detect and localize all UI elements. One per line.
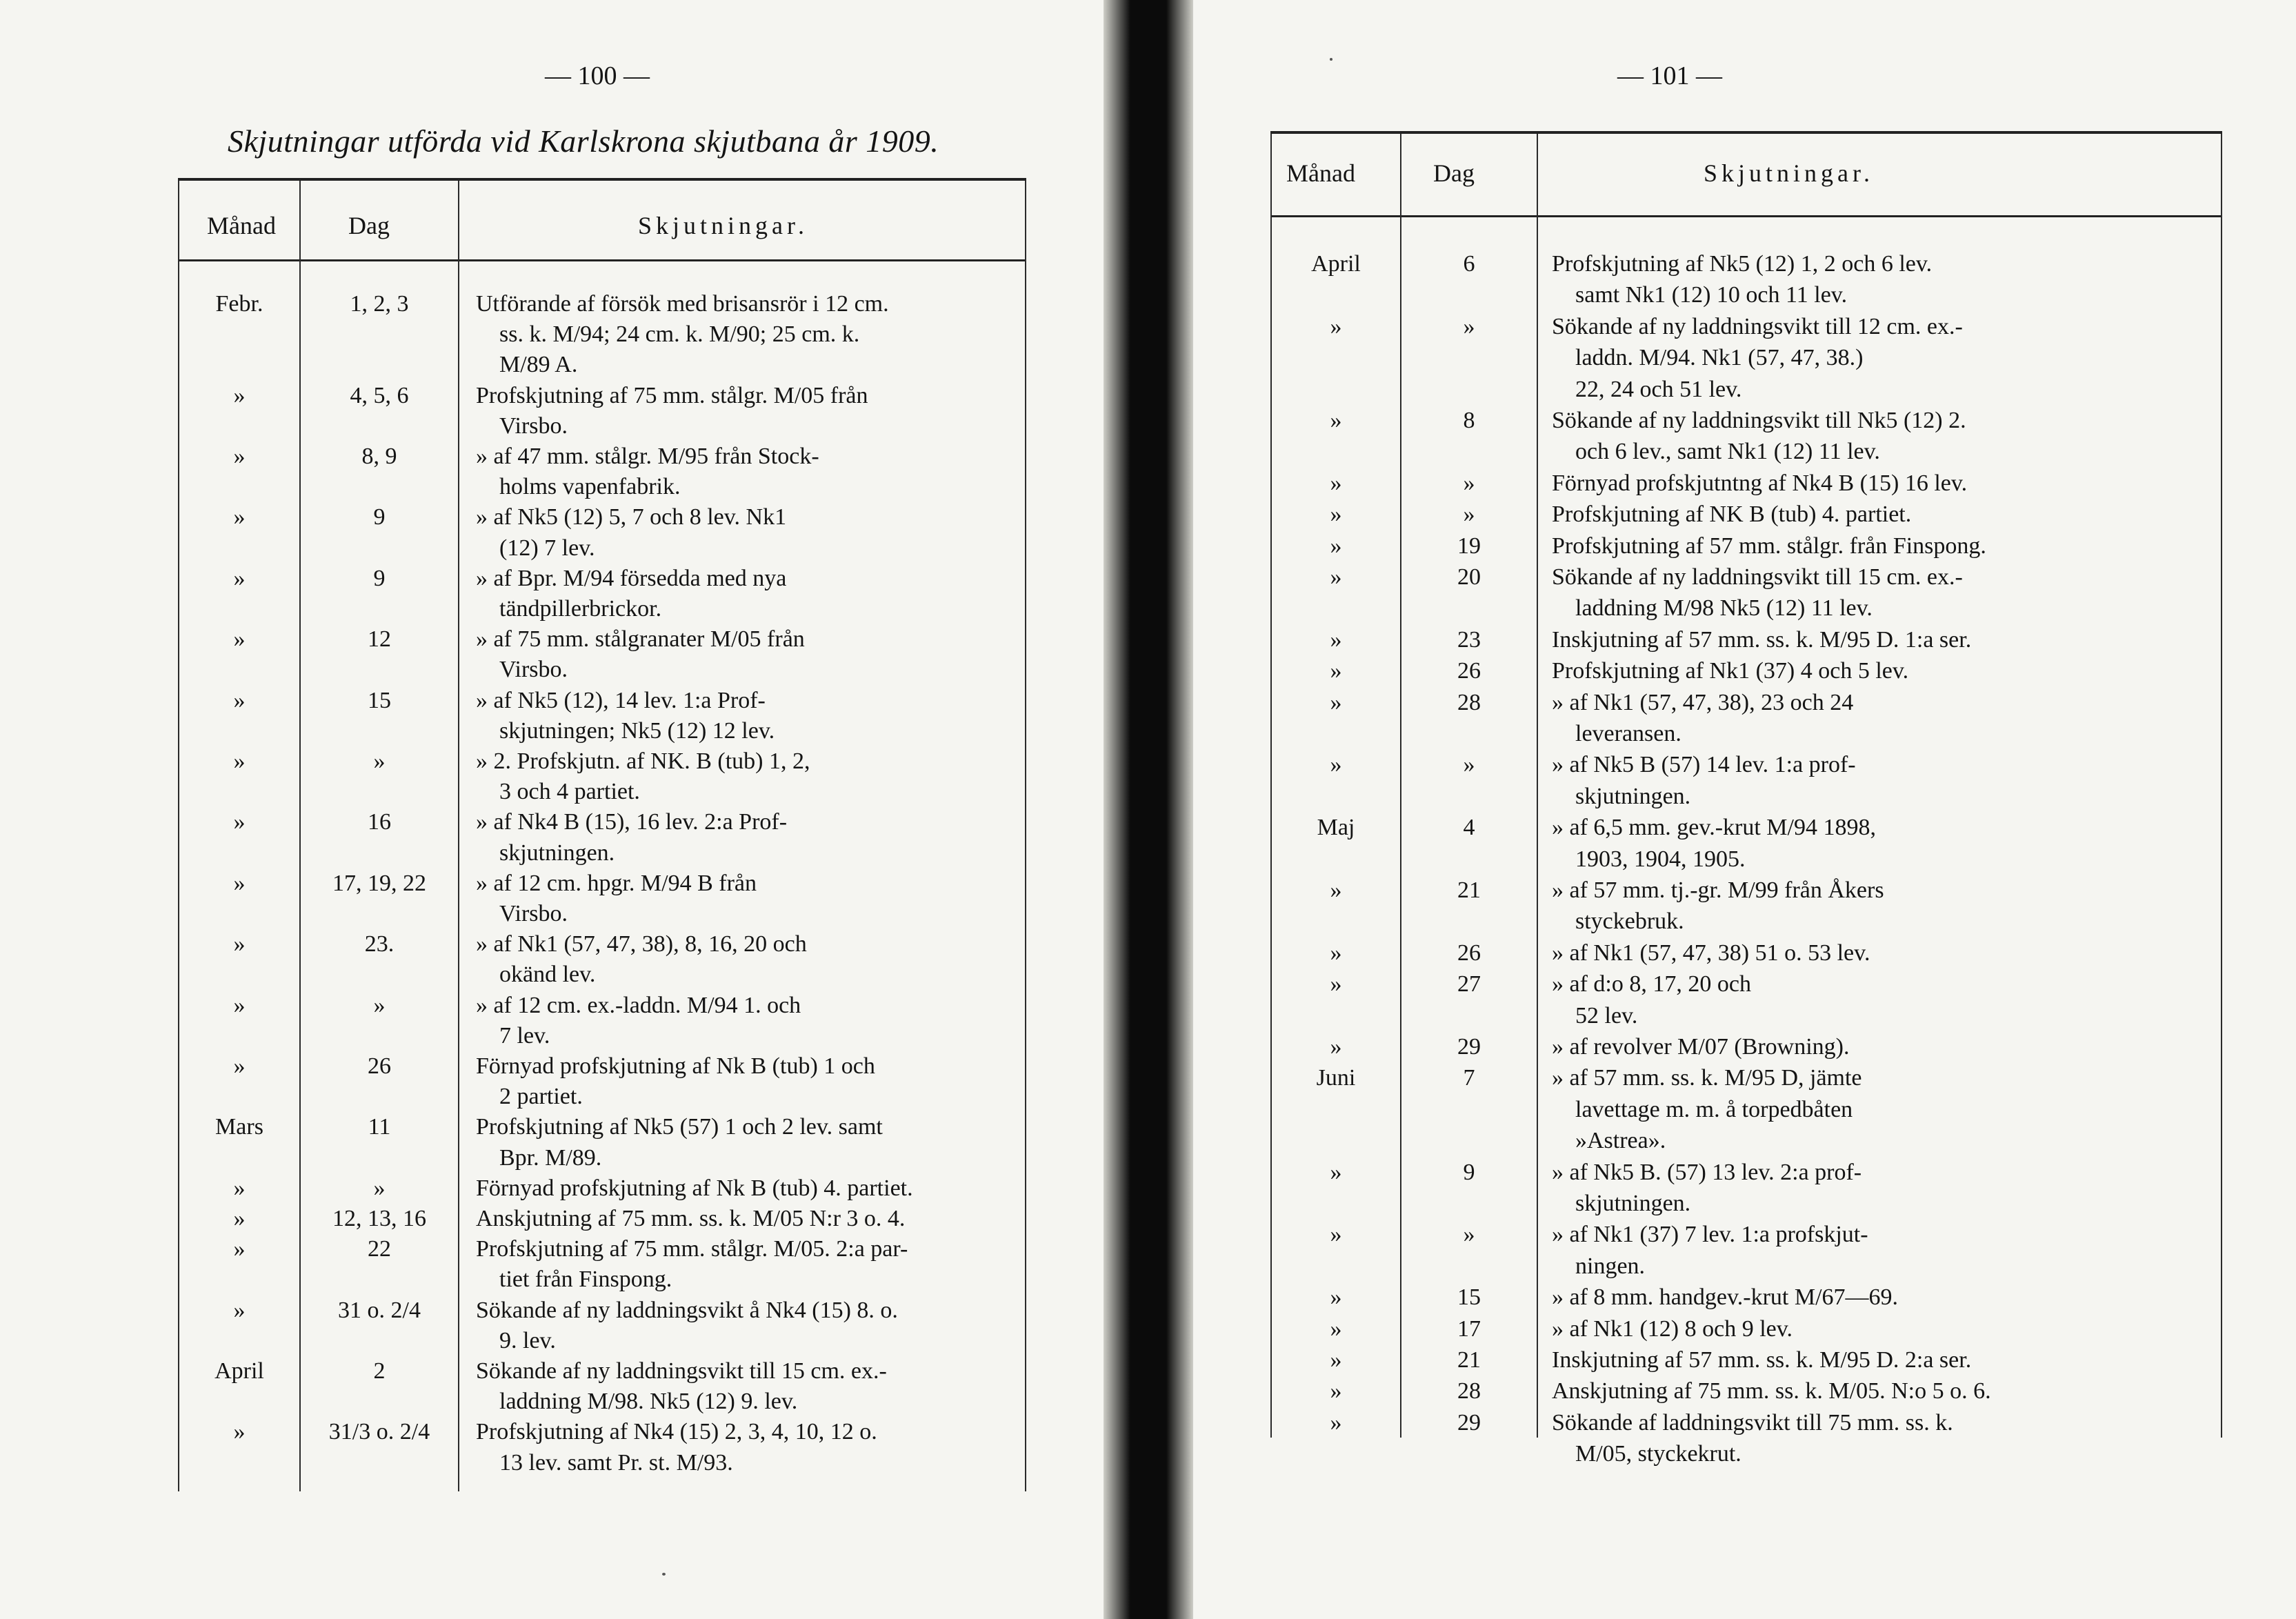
- text-cell: » af Nk1 (57, 47, 38), 23 och 24: [1552, 689, 1854, 715]
- day-cell: 28: [1457, 1378, 1481, 1404]
- month-cell: »: [1330, 1034, 1342, 1060]
- table-row: [1193, 1409, 2296, 1438]
- header-day: Dag: [348, 212, 390, 239]
- table-row: [1193, 1002, 2296, 1031]
- month-cell: »: [233, 1297, 246, 1323]
- day-cell: 17: [1457, 1315, 1481, 1342]
- month-cell: »: [233, 748, 246, 774]
- text-cell: » af Nk4 B (15), 16 lev. 2:a Prof-: [476, 809, 788, 835]
- table-row: [1193, 1252, 2296, 1281]
- table-row: [1193, 939, 2296, 968]
- book-gutter: [1104, 0, 1193, 1619]
- day-cell: »: [1463, 1222, 1475, 1248]
- text-cell: och 6 lev., samt Nk1 (12) 11 lev.: [1575, 439, 1880, 465]
- table-row: [0, 503, 1104, 532]
- table-row: [1193, 469, 2296, 498]
- table-row: [1193, 1283, 2296, 1312]
- month-cell: »: [233, 1419, 246, 1445]
- text-cell: 2 partiet.: [499, 1084, 583, 1110]
- table-row: [1193, 970, 2296, 999]
- text-cell: holms vapenfabrik.: [499, 474, 681, 500]
- table-row: [1193, 751, 2296, 779]
- text-cell: 13 lev. samt Pr. st. M/93.: [499, 1449, 733, 1476]
- table-row: [1193, 594, 2296, 623]
- day-cell: 12, 13, 16: [332, 1206, 426, 1231]
- day-cell: 16: [368, 809, 391, 835]
- month-cell: »: [233, 382, 246, 408]
- table-row: [0, 442, 1104, 471]
- month-cell: »: [1330, 1347, 1342, 1373]
- day-cell: 9: [373, 504, 386, 530]
- month-cell: »: [233, 992, 246, 1018]
- day-cell: 26: [1457, 940, 1481, 966]
- text-cell: ss. k. M/94; 24 cm. k. M/90; 25 cm. k.: [499, 321, 860, 348]
- table-row: [1193, 406, 2296, 435]
- day-cell: 9: [1463, 1159, 1475, 1185]
- month-cell: »: [233, 809, 246, 835]
- day-cell: 11: [368, 1114, 391, 1140]
- month-cell: »: [233, 504, 246, 530]
- table-row: [1193, 312, 2296, 341]
- table-row: [1193, 1346, 2296, 1375]
- day-cell: »: [373, 748, 386, 774]
- table-row: [1193, 1033, 2296, 1062]
- table-row: [0, 900, 1104, 928]
- day-cell: 31/3 o. 2/4: [328, 1419, 430, 1445]
- text-cell: Sökande af ny laddningsvikt till 12 cm. ex.-: [1552, 313, 1963, 339]
- table-row: [1193, 281, 2296, 310]
- text-cell: (12) 7 lev.: [499, 535, 595, 561]
- day-cell: »: [1463, 752, 1475, 778]
- month-cell: »: [233, 565, 246, 591]
- text-cell: Profskjutning af Nk5 (57) 1 och 2 lev. samt: [476, 1114, 883, 1140]
- month-cell: »: [233, 687, 246, 713]
- table-row: [0, 930, 1104, 959]
- table-row: [0, 808, 1104, 837]
- text-cell: » af Nk1 (57, 47, 38) 51 o. 53 lev.: [1552, 940, 1870, 966]
- text-cell: Förnyad profskjutning af Nk B (tub) 1 och: [476, 1053, 875, 1079]
- month-cell: April: [1311, 251, 1361, 277]
- text-cell: ningen.: [1575, 1253, 1646, 1279]
- month-cell: »: [1330, 1222, 1342, 1248]
- text-cell: Sökande af ny laddningsvikt å Nk4 (15) 8. o.: [476, 1297, 898, 1323]
- day-cell: 26: [1457, 658, 1481, 684]
- month-cell: »: [233, 1206, 246, 1231]
- text-cell: laddning M/98 Nk5 (12) 11 lev.: [1575, 595, 1873, 622]
- header-day: Dag: [1433, 159, 1475, 187]
- table-row: [0, 1265, 1104, 1294]
- text-cell: » af 6,5 mm. gev.-krut M/94 1898,: [1552, 815, 1876, 841]
- day-cell: 21: [1457, 1347, 1481, 1373]
- table-row: [0, 686, 1104, 715]
- text-cell: Virsbo.: [499, 413, 568, 439]
- table-row: [0, 564, 1104, 593]
- table-row: [0, 1144, 1104, 1173]
- text-cell: Profskjutning af Nk1 (37) 4 och 5 lev.: [1552, 658, 1909, 684]
- text-cell: tändpillerbrickor.: [499, 596, 662, 622]
- table-row: [1193, 500, 2296, 529]
- table-row: [1193, 532, 2296, 561]
- text-cell: 1903, 1904, 1905.: [1575, 846, 1746, 872]
- header-bottom-rule: [178, 259, 1026, 261]
- table-row: [0, 1204, 1104, 1233]
- table-row: [1193, 719, 2296, 748]
- month-cell: »: [233, 626, 246, 653]
- text-cell: Virsbo.: [499, 901, 568, 926]
- day-cell: »: [373, 992, 386, 1018]
- table-row: [0, 534, 1104, 563]
- day-cell: 23: [1457, 626, 1481, 653]
- text-cell: styckebruk.: [1575, 908, 1684, 935]
- text-cell: » af 12 cm. ex.-laddn. M/94 1. och: [476, 992, 801, 1018]
- month-cell: »: [1330, 940, 1342, 966]
- month-cell: »: [1330, 564, 1342, 590]
- day-cell: 29: [1457, 1409, 1481, 1436]
- header-month: Månad: [1286, 159, 1355, 187]
- day-cell: »: [373, 1175, 386, 1201]
- text-cell: okänd lev.: [499, 962, 596, 988]
- text-cell: » af Nk5 B (57) 14 lev. 1:a prof-: [1552, 752, 1856, 778]
- text-cell: » af 75 mm. stålgranater M/05 från: [476, 626, 805, 653]
- table-row: [1193, 688, 2296, 717]
- text-cell: Inskjutning af 57 mm. ss. k. M/95 D. 2:a ser.: [1552, 1347, 1972, 1373]
- text-cell: Profskjutning af Nk5 (12) 1, 2 och 6 lev.: [1552, 251, 1933, 277]
- text-cell: Profskjutning af 57 mm. stålgr. från Finspong.: [1552, 533, 1986, 559]
- table-row: [0, 839, 1104, 868]
- month-cell: »: [233, 1053, 246, 1079]
- text-cell: 52 lev.: [1575, 1002, 1638, 1029]
- text-cell: Anskjutning af 75 mm. ss. k. M/05. N:o 5 o. 6.: [1552, 1378, 1991, 1404]
- text-cell: laddn. M/94. Nk1 (57, 47, 38.): [1575, 345, 1864, 371]
- text-cell: Utförande af försök med brisansrör i 12 cm.: [476, 291, 889, 317]
- day-cell: 8, 9: [361, 444, 397, 469]
- table-row: [0, 1022, 1104, 1051]
- month-cell: »: [1330, 626, 1342, 653]
- text-cell: » af Nk5 (12), 14 lev. 1:a Prof-: [476, 687, 766, 713]
- text-cell: tiet från Finspong.: [499, 1267, 672, 1293]
- table-row: [1193, 626, 2296, 655]
- table-row: [0, 595, 1104, 624]
- table-row: [1193, 657, 2296, 686]
- text-cell: » af Nk5 (12) 5, 7 och 8 lev. Nk1: [476, 504, 787, 530]
- day-cell: 12: [368, 626, 391, 653]
- table-row: [0, 412, 1104, 441]
- table-row: [0, 290, 1104, 319]
- table-row: [0, 747, 1104, 776]
- table-row: [0, 1449, 1104, 1478]
- text-cell: Inskjutning af 57 mm. ss. k. M/95 D. 1:a ser.: [1552, 626, 1972, 653]
- text-cell: » af Nk5 B. (57) 13 lev. 2:a prof-: [1552, 1159, 1862, 1185]
- month-cell: »: [1330, 971, 1342, 997]
- day-cell: 15: [368, 687, 391, 713]
- month-cell: »: [1330, 877, 1342, 903]
- table-row: [1193, 907, 2296, 936]
- page-title: Skjutningar utförda vid Karlskrona skjutbana år 1909.: [228, 123, 939, 159]
- text-cell: » af 12 cm. hpgr. M/94 B från: [476, 870, 757, 896]
- table-row: [0, 473, 1104, 501]
- table-row: [0, 625, 1104, 654]
- text-cell: Profskjutning af 75 mm. stålgr. M/05. 2:a par-: [476, 1236, 908, 1262]
- day-cell: 4, 5, 6: [350, 382, 409, 408]
- table-row: [0, 991, 1104, 1020]
- text-cell: Sökande af ny laddningsvikt till 15 cm. ex.-: [476, 1358, 887, 1384]
- month-cell: »: [233, 931, 246, 957]
- paper-speck: [662, 1573, 666, 1576]
- day-cell: 2: [373, 1358, 386, 1384]
- text-cell: Sökande af laddningsvikt till 75 mm. ss. k.: [1552, 1409, 1953, 1436]
- text-cell: Bpr. M/89.: [499, 1144, 602, 1171]
- text-cell: Förnyad profskjutntng af Nk4 B (15) 16 lev.: [1552, 470, 1968, 496]
- table-row: [0, 717, 1104, 746]
- month-cell: »: [1330, 501, 1342, 528]
- table-row: [1193, 813, 2296, 842]
- month-cell: »: [233, 1236, 246, 1262]
- text-cell: Profskjutning af Nk4 (15) 2, 3, 4, 10, 12 o.: [476, 1419, 877, 1445]
- text-cell: skjutningen.: [499, 840, 615, 866]
- table-row: [1193, 845, 2296, 874]
- table-row: [0, 381, 1104, 410]
- day-cell: 26: [368, 1053, 391, 1079]
- month-cell: »: [1330, 1409, 1342, 1436]
- text-cell: » af 57 mm. ss. k. M/95 D, jämte: [1552, 1065, 1862, 1091]
- month-cell: »: [1330, 408, 1342, 433]
- table-row: [0, 960, 1104, 989]
- month-cell: »: [1330, 313, 1342, 339]
- month-cell: »: [1330, 1378, 1342, 1404]
- table-row: [1193, 1220, 2296, 1249]
- table-row: [0, 1418, 1104, 1447]
- day-cell: 31 o. 2/4: [338, 1297, 421, 1323]
- table-row: [1193, 1064, 2296, 1093]
- text-cell: 9. lev.: [499, 1327, 556, 1353]
- table-row: [1193, 375, 2296, 404]
- text-cell: Anskjutning af 75 mm. ss. k. M/05 N:r 3 o. 4.: [476, 1206, 906, 1231]
- table-row: [0, 1387, 1104, 1416]
- text-cell: Sökande af ny laddningsvikt till 15 cm. ex.-: [1552, 564, 1963, 590]
- text-cell: »Astrea».: [1575, 1128, 1666, 1154]
- table-row: [1193, 1126, 2296, 1155]
- text-cell: » af Nk1 (37) 7 lev. 1:a profskjut-: [1552, 1222, 1868, 1248]
- day-cell: 17, 19, 22: [332, 870, 426, 896]
- day-cell: 28: [1457, 689, 1481, 715]
- table-row: [1193, 1189, 2296, 1218]
- table-row: [0, 655, 1104, 684]
- page-number: — 101 —: [1617, 61, 1722, 90]
- text-cell: skjutningen.: [1575, 1191, 1691, 1216]
- text-cell: M/05, styckekrut.: [1575, 1441, 1741, 1467]
- month-cell: Juni: [1316, 1065, 1356, 1091]
- text-cell: M/89 A.: [499, 352, 578, 378]
- text-cell: lavettage m. m. å torpedbåten: [1575, 1096, 1853, 1122]
- month-cell: »: [1330, 1315, 1342, 1342]
- month-cell: »: [233, 870, 246, 896]
- text-cell: Virsbo.: [499, 657, 568, 683]
- table-top-rule: [1270, 131, 2222, 134]
- table-row: [0, 1327, 1104, 1355]
- text-cell: 7 lev.: [499, 1022, 550, 1049]
- text-cell: Förnyad profskjutning af Nk B (tub) 4. partiet.: [476, 1175, 913, 1201]
- day-cell: 8: [1463, 408, 1475, 433]
- day-cell: 21: [1457, 877, 1481, 903]
- day-cell: 23.: [364, 931, 395, 957]
- text-cell: » af 47 mm. stålgr. M/95 från Stock-: [476, 444, 819, 469]
- table-row: [0, 1174, 1104, 1203]
- month-cell: »: [1330, 533, 1342, 559]
- left-page: [0, 0, 1104, 1619]
- table-row: [0, 320, 1104, 349]
- month-cell: Maj: [1317, 815, 1355, 841]
- month-cell: April: [214, 1358, 264, 1384]
- text-cell: samt Nk1 (12) 10 och 11 lev.: [1575, 282, 1848, 308]
- month-cell: Mars: [215, 1114, 263, 1140]
- month-cell: »: [1330, 470, 1342, 496]
- header-month: Månad: [207, 212, 276, 239]
- day-cell: 27: [1457, 971, 1481, 997]
- text-cell: 22, 24 och 51 lev.: [1575, 376, 1742, 402]
- text-cell: » af d:o 8, 17, 20 och: [1552, 971, 1751, 997]
- text-cell: skjutningen; Nk5 (12) 12 lev.: [499, 717, 775, 744]
- day-cell: 22: [368, 1236, 391, 1262]
- table-row: [1193, 344, 2296, 373]
- day-cell: 15: [1457, 1284, 1481, 1311]
- text-cell: skjutningen.: [1575, 783, 1691, 809]
- text-cell: » af 8 mm. handgev.-krut M/67—69.: [1552, 1284, 1899, 1311]
- table-row: [1193, 250, 2296, 279]
- day-cell: 1, 2, 3: [350, 291, 409, 317]
- month-cell: »: [233, 444, 246, 469]
- text-cell: » af revolver M/07 (Browning).: [1552, 1034, 1850, 1060]
- month-cell: »: [1330, 658, 1342, 684]
- table-row: [1193, 782, 2296, 811]
- table-row: [0, 1113, 1104, 1142]
- day-cell: 9: [373, 565, 386, 591]
- paper-speck: [1330, 58, 1332, 61]
- day-cell: 20: [1457, 564, 1481, 590]
- text-cell: 3 och 4 partiet.: [499, 779, 640, 805]
- text-cell: leveransen.: [1575, 721, 1681, 746]
- table-row: [1193, 1315, 2296, 1344]
- table-row: [1193, 1095, 2296, 1124]
- text-cell: laddning M/98. Nk5 (12) 9. lev.: [499, 1389, 798, 1415]
- table-row: [0, 1357, 1104, 1386]
- right-page: [1193, 0, 2296, 1619]
- month-cell: »: [233, 1175, 246, 1201]
- text-cell: » 2. Profskjutn. af NK. B (tub) 1, 2,: [476, 748, 810, 774]
- text-cell: Profskjutning af 75 mm. stålgr. M/05 från: [476, 382, 868, 408]
- day-cell: »: [1463, 313, 1475, 339]
- table-row: [1193, 1440, 2296, 1469]
- table-row: [0, 1235, 1104, 1264]
- text-cell: » af Nk1 (57, 47, 38), 8, 16, 20 och: [476, 931, 807, 957]
- table-row: [0, 869, 1104, 898]
- table-row: [1193, 563, 2296, 592]
- table-row: [1193, 1158, 2296, 1187]
- table-top-rule: [178, 178, 1026, 181]
- month-cell: Febr.: [215, 291, 263, 317]
- day-cell: 29: [1457, 1034, 1481, 1060]
- month-cell: »: [1330, 1159, 1342, 1185]
- day-cell: 19: [1457, 533, 1481, 559]
- table-row: [0, 1052, 1104, 1081]
- day-cell: 6: [1463, 251, 1475, 277]
- day-cell: »: [1463, 501, 1475, 528]
- month-cell: »: [1330, 689, 1342, 715]
- day-cell: »: [1463, 470, 1475, 496]
- text-cell: Profskjutning af NK B (tub) 4. partiet.: [1552, 501, 1912, 528]
- table-row: [0, 350, 1104, 379]
- table-row: [0, 1082, 1104, 1111]
- header-text: Skjutningar.: [638, 212, 809, 239]
- day-cell: 7: [1463, 1065, 1475, 1091]
- table-row: [0, 777, 1104, 806]
- table-row: [1193, 876, 2296, 905]
- text-cell: » af Nk1 (12) 8 och 9 lev.: [1552, 1315, 1793, 1342]
- month-cell: »: [1330, 1284, 1342, 1311]
- header-bottom-rule: [1270, 215, 2222, 217]
- text-cell: » af 57 mm. tj.-gr. M/99 från Åkers: [1552, 877, 1884, 903]
- text-cell: Sökande af ny laddningsvikt till Nk5 (12) 2.: [1552, 408, 1966, 433]
- page-number: — 100 —: [545, 61, 650, 90]
- table-row: [0, 1296, 1104, 1325]
- day-cell: 4: [1463, 815, 1475, 841]
- table-row: [1193, 1377, 2296, 1406]
- month-cell: »: [1330, 752, 1342, 778]
- text-cell: » af Bpr. M/94 försedda med nya: [476, 565, 787, 591]
- header-text: Skjutningar.: [1704, 159, 1875, 187]
- table-row: [1193, 437, 2296, 466]
